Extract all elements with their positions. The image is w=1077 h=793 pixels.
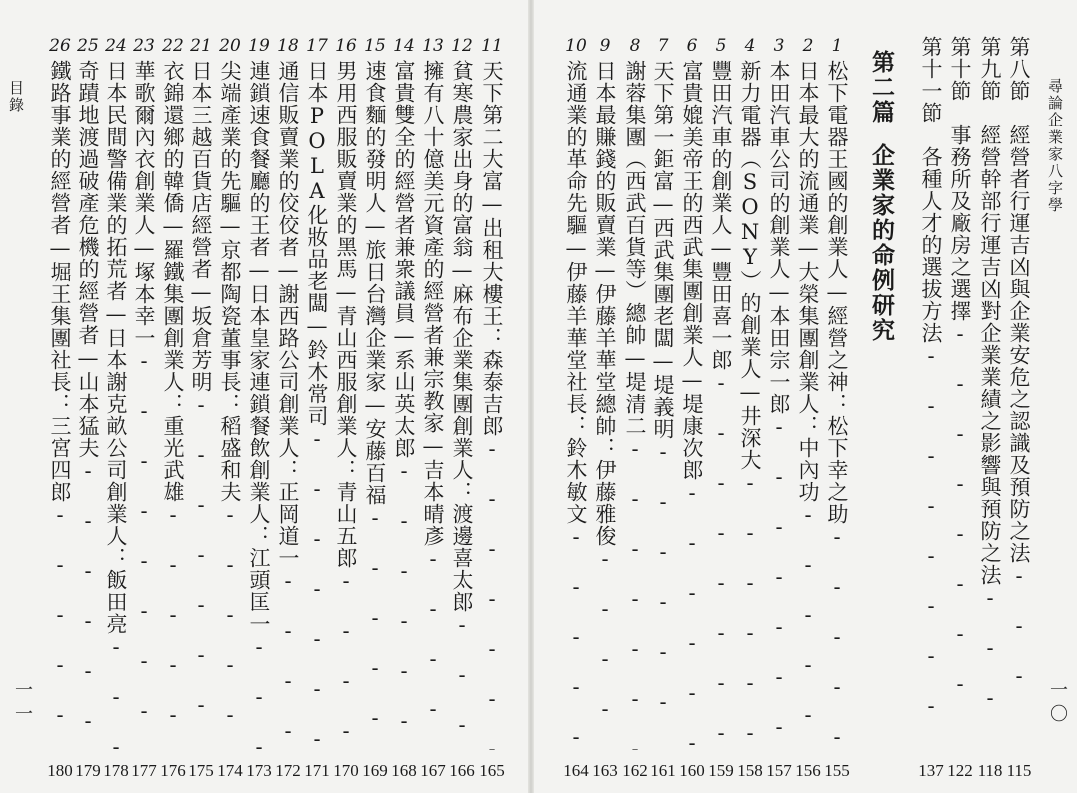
entry-number: 3 (773, 36, 785, 56)
right-page (540, 0, 1077, 793)
entry-page: 160 (679, 761, 705, 780)
entry-page: 155 (824, 761, 850, 780)
toc-entry (158, 36, 188, 781)
entry-number: 5 (715, 36, 727, 56)
entry-title: 華歌爾內衣創業人—塚本幸一 - - - (132, 60, 156, 750)
toc-entry (129, 36, 159, 781)
running-header-book-title: 尋論企業家八字學 (1046, 78, 1064, 214)
entry-page: 170 (333, 761, 359, 780)
entry-title: 謝蓉集團（西武百貨等）總帥—堤清二 - - - (623, 60, 647, 750)
section-text: 事務所及廠房之選擇 (948, 124, 972, 322)
entry-title: 奇蹟地渡過破產危機的經營者—山本猛夫 - - - (76, 60, 100, 750)
entry-page: 167 (420, 761, 446, 780)
toc-entry (186, 36, 216, 781)
toc-entry (331, 36, 361, 781)
entry-page: 158 (737, 761, 763, 780)
entry-page: 157 (766, 761, 792, 780)
entry-page: 179 (75, 761, 101, 780)
page-header-mulu: 目錄 (7, 80, 25, 114)
toc-entry (561, 36, 591, 781)
section-title (948, 36, 972, 726)
section-number: 第八節 (1007, 36, 1031, 102)
toc-entry (677, 36, 707, 781)
entry-title: 擁有八十億美元資產的經營者兼宗教家—吉本晴彥 - - - (421, 60, 445, 750)
entry-title: 男用西服販賣業的黑馬—青山西服創業人：青山五郎 - - - (334, 60, 358, 750)
entry-page: 173 (246, 761, 272, 780)
entry-number: 21 (190, 36, 212, 56)
entry-number: 19 (248, 36, 270, 56)
entry-page: 164 (563, 761, 589, 780)
entry-number: 1 (831, 36, 843, 56)
entry-number: 16 (335, 36, 357, 56)
entry-page: 163 (592, 761, 618, 780)
toc-entry (447, 36, 477, 781)
toc-entry (793, 36, 823, 781)
toc-entry (648, 36, 678, 781)
toc-entry (735, 36, 765, 781)
toc-entry (302, 36, 332, 781)
entry-page: 156 (795, 761, 821, 780)
entry-page: 174 (217, 761, 243, 780)
left-page (0, 0, 520, 793)
part-title: 企業家的命例研究 (868, 143, 895, 343)
toc-entry (45, 36, 75, 781)
entry-number: 22 (162, 36, 184, 56)
toc-entry (706, 36, 736, 781)
toc-entry (101, 36, 131, 781)
section-page: 122 (947, 761, 973, 780)
entry-number: 9 (599, 36, 611, 56)
toc-entry (73, 36, 103, 781)
entry-number: 25 (77, 36, 99, 56)
entry-number: 23 (133, 36, 155, 56)
entry-number: 6 (686, 36, 698, 56)
toc-entry (360, 36, 390, 781)
toc-section (975, 36, 1005, 781)
section-page: 115 (1006, 761, 1032, 780)
entry-number: 24 (105, 36, 127, 56)
entry-number: 8 (629, 36, 641, 56)
entry-title: 豐田汽車的創業人—豐田喜一郎 - - - (709, 60, 733, 750)
toc-entry (477, 36, 507, 781)
section-page: 137 (918, 761, 944, 780)
entry-number: 12 (451, 36, 473, 56)
entry-page: 171 (304, 761, 330, 780)
section-title (919, 36, 943, 726)
entry-page: 178 (103, 761, 129, 780)
toc-section (945, 36, 975, 781)
page-folio-right: 一〇 (1048, 680, 1068, 728)
entry-number: 10 (565, 36, 587, 56)
entry-number: 18 (277, 36, 299, 56)
toc-entry (418, 36, 448, 781)
entry-number: 7 (657, 36, 669, 56)
entry-title: 松下電器王國的創業人—經營之神：松下幸之助 - - - (825, 60, 849, 750)
section-number: 第十節 (948, 36, 972, 102)
section-text: 各種人才的選拔方法 (919, 146, 943, 344)
entry-page: 165 (479, 761, 505, 780)
entry-page: 176 (160, 761, 186, 780)
entry-title: 流通業的革命先驅—伊藤羊華堂社長：鈴木敏文 - - - (564, 60, 588, 750)
toc-entry (620, 36, 650, 781)
toc-section (1004, 36, 1034, 781)
entry-title: 本田汽車公司的創業人—本田宗一郎 - - - (767, 60, 791, 750)
entry-title: 連鎖速食餐廳的王者—日本皇家連鎖餐飲創業人：江頭匡一 - - - (247, 60, 271, 750)
toc-entry (244, 36, 274, 781)
entry-number: 4 (744, 36, 756, 56)
entry-page: 166 (449, 761, 475, 780)
entry-number: 20 (219, 36, 241, 56)
entry-number: 2 (802, 36, 814, 56)
entry-page: 180 (47, 761, 73, 780)
entry-number: 17 (306, 36, 328, 56)
entry-title: 富貴雙全的經營者兼衆議員—系山英太郎 - - - (392, 60, 416, 750)
part-label: 第二篇 (868, 50, 895, 125)
entry-title: 速食麵的發明人—旅日台灣企業家—安藤百福 - - - (363, 60, 387, 750)
toc-entry (822, 36, 852, 781)
toc-entry (273, 36, 303, 781)
entry-title: 日本三越百貨店經營者—坂倉芳明 - - - (189, 60, 213, 750)
entry-number: 13 (422, 36, 444, 56)
toc-entry (389, 36, 419, 781)
entry-title: 日本民間警備業的拓荒者—日本謝克畝公司創業人：飯田亮 - - - (104, 60, 128, 750)
entry-title: 通信販賣業的佼佼者—謝西路公司創業人：正岡道一 - - - (276, 60, 300, 750)
section-title (978, 36, 1002, 726)
entry-title: 天下第二大富—出租大樓王：森泰吉郎 - - - (480, 60, 504, 750)
entry-page: 177 (131, 761, 157, 780)
entry-page: 168 (391, 761, 417, 780)
entry-number: 14 (393, 36, 415, 56)
entry-number: 26 (49, 36, 71, 56)
entry-title: 鐵路事業的經營者—堀王集團社長：三宮四郎 - - - (48, 60, 72, 750)
entry-title: 日本POLA化妝品老闆—鈴木常司 - - - (305, 60, 329, 750)
entry-title: 富貴媲美帝王的西武集團創業人—堤康次郎 - - - (680, 60, 704, 750)
page-folio-left: 一一 (13, 680, 33, 728)
entry-page: 162 (622, 761, 648, 780)
entry-title: 日本最大的流通業—大榮集團創業人：中內功 - - - (796, 60, 820, 750)
entry-number: 11 (481, 36, 503, 56)
section-page: 118 (977, 761, 1003, 780)
toc-entry (215, 36, 245, 781)
section-text: 經營者行運吉凶與企業安危之認識及預防之法 (1007, 124, 1031, 564)
part-heading (862, 32, 896, 343)
entry-number: 15 (364, 36, 386, 56)
section-text: 經營幹部行運吉凶對企業業績之影響與預防之法 (978, 124, 1002, 586)
entry-title: 衣錦還鄉的韓僑—羅鐵集團創業人：重光武雄 - - - (161, 60, 185, 750)
entry-title: 貧寒農家出身的富翁—麻布企業集團創業人：渡邊喜太郎 - - - (450, 60, 474, 750)
toc-entry (764, 36, 794, 781)
section-number: 第九節 (978, 36, 1002, 102)
section-title (1007, 36, 1031, 726)
entry-page: 169 (362, 761, 388, 780)
entry-page: 159 (708, 761, 734, 780)
entry-title: 日本最賺錢的販賣業—伊藤羊華堂總帥：伊藤雅俊 - - - (593, 60, 617, 750)
entry-page: 175 (188, 761, 214, 780)
book-spine (528, 0, 534, 793)
entry-title: 尖端產業的先驅—京都陶瓷董事長：稻盛和夫 - - - (218, 60, 242, 750)
section-number: 第十一節 (919, 36, 943, 124)
entry-title: 天下第一鉅富—西武集團老闆—堤義明 - - - (651, 60, 675, 750)
entry-page: 172 (275, 761, 301, 780)
entry-title: 新力電器（SONY）的創業人—井深大 - - - (738, 60, 762, 750)
entry-page: 161 (650, 761, 676, 780)
toc-section (916, 36, 946, 781)
toc-entry (590, 36, 620, 781)
